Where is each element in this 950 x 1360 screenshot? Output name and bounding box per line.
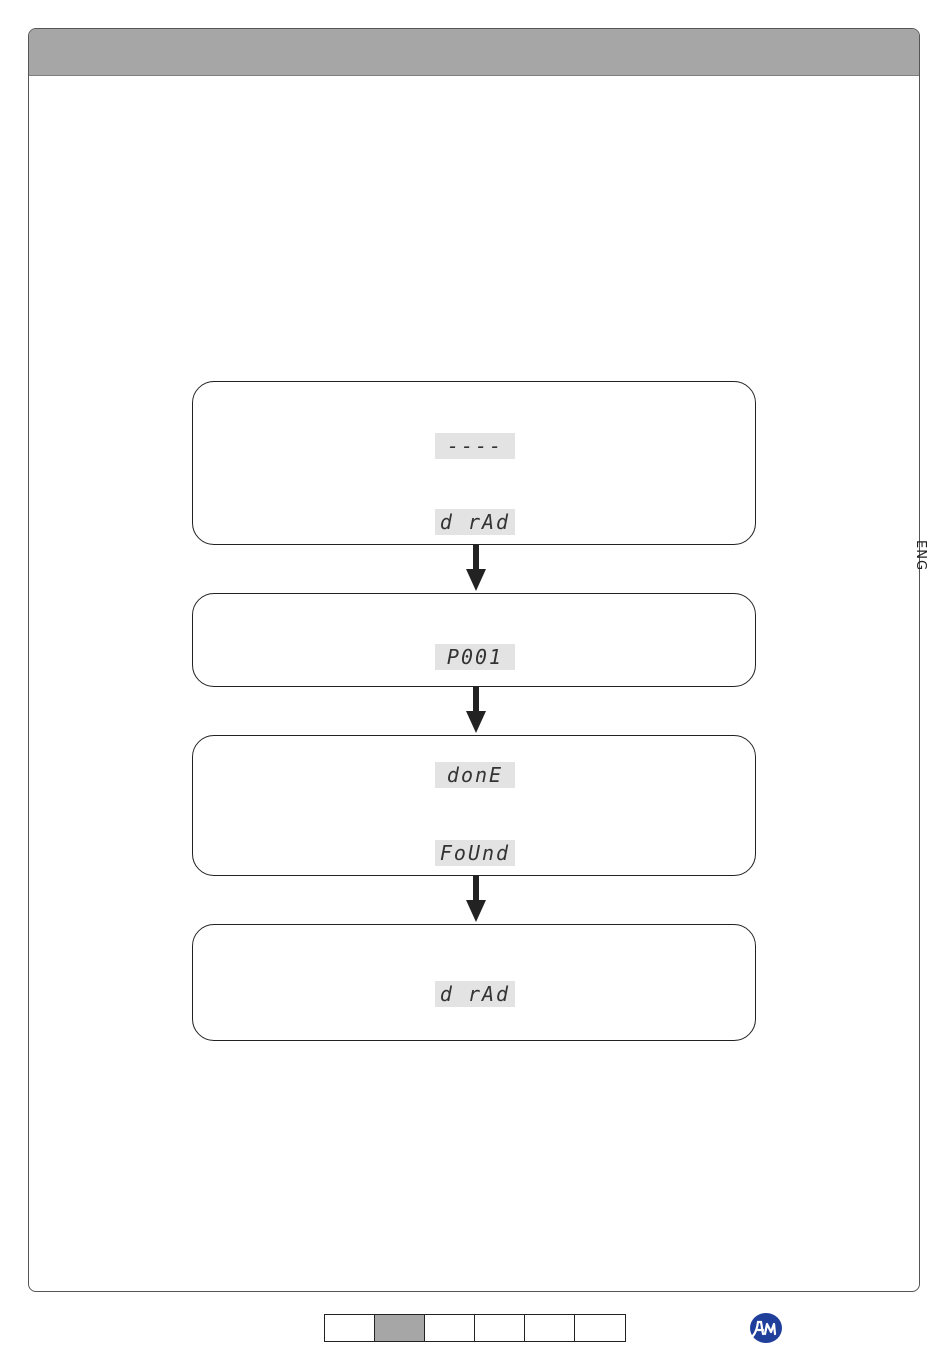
page-indicator <box>324 1314 626 1342</box>
display-step3-bottom: FoUnd <box>435 840 515 866</box>
arrow-down-icon <box>466 545 486 593</box>
flow-step-2 <box>192 593 756 687</box>
header-band <box>29 29 919 76</box>
page-cell <box>475 1315 525 1341</box>
display-step2: P001 <box>435 644 515 670</box>
page-cell <box>425 1315 475 1341</box>
brand-logo-icon <box>744 1312 784 1344</box>
page-cell <box>525 1315 575 1341</box>
page-cell-active <box>375 1315 425 1341</box>
page-cell <box>575 1315 625 1341</box>
language-tab: ENG <box>913 540 928 572</box>
display-step1-bottom: d rAd <box>435 509 515 535</box>
page-cell <box>325 1315 375 1341</box>
arrow-down-icon <box>466 876 486 924</box>
display-step3-top: donE <box>435 762 515 788</box>
arrow-down-icon <box>466 687 486 735</box>
display-step4: d rAd <box>435 981 515 1007</box>
display-step1-top: ---- <box>435 433 515 459</box>
